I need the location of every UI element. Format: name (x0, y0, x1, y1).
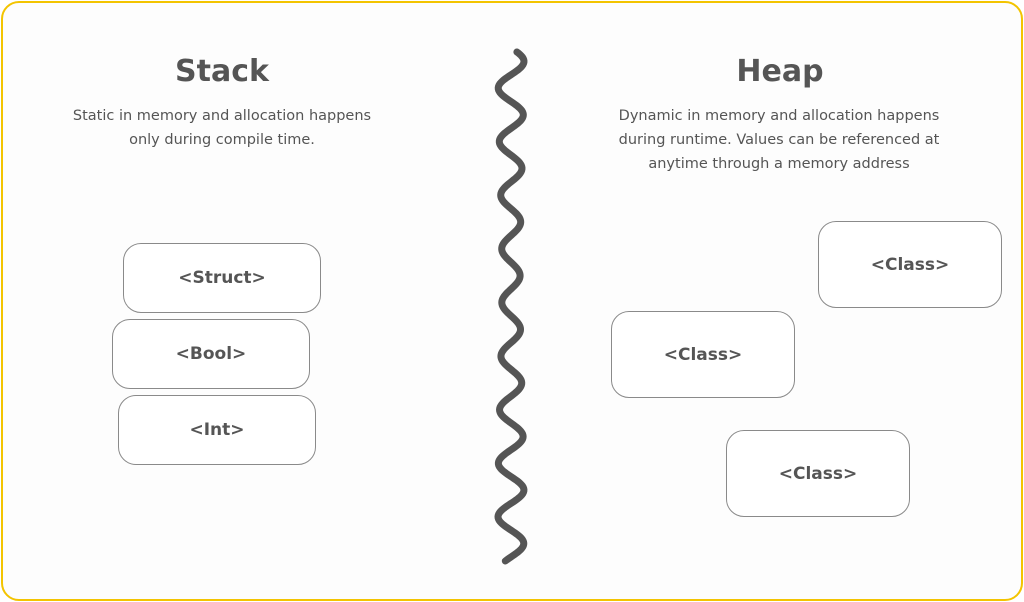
heap-block-class-1: <Class> (818, 221, 1002, 308)
heap-description-line-3: anytime through a memory address (648, 156, 910, 172)
heap-description-line-1: Dynamic in memory and allocation happens (618, 108, 940, 124)
heap-title: Heap (736, 54, 824, 89)
stack-description (32, 104, 412, 152)
stack-description-line-2: only during compile time. (129, 132, 315, 148)
wavy-divider (486, 44, 536, 569)
heap-description (588, 104, 970, 176)
heap-block-class-2: <Class> (611, 311, 795, 398)
stack-description-line-1: Static in memory and allocation happens (72, 108, 372, 124)
heap-block-class-3: <Class> (726, 430, 910, 517)
stack-title: Stack (175, 54, 269, 89)
stack-block-bool: <Bool> (112, 319, 310, 389)
stack-block-int: <Int> (118, 395, 316, 465)
heap-description-line-2: during runtime. Values can be referenced at (618, 132, 940, 148)
stack-block-struct: <Struct> (123, 243, 321, 313)
